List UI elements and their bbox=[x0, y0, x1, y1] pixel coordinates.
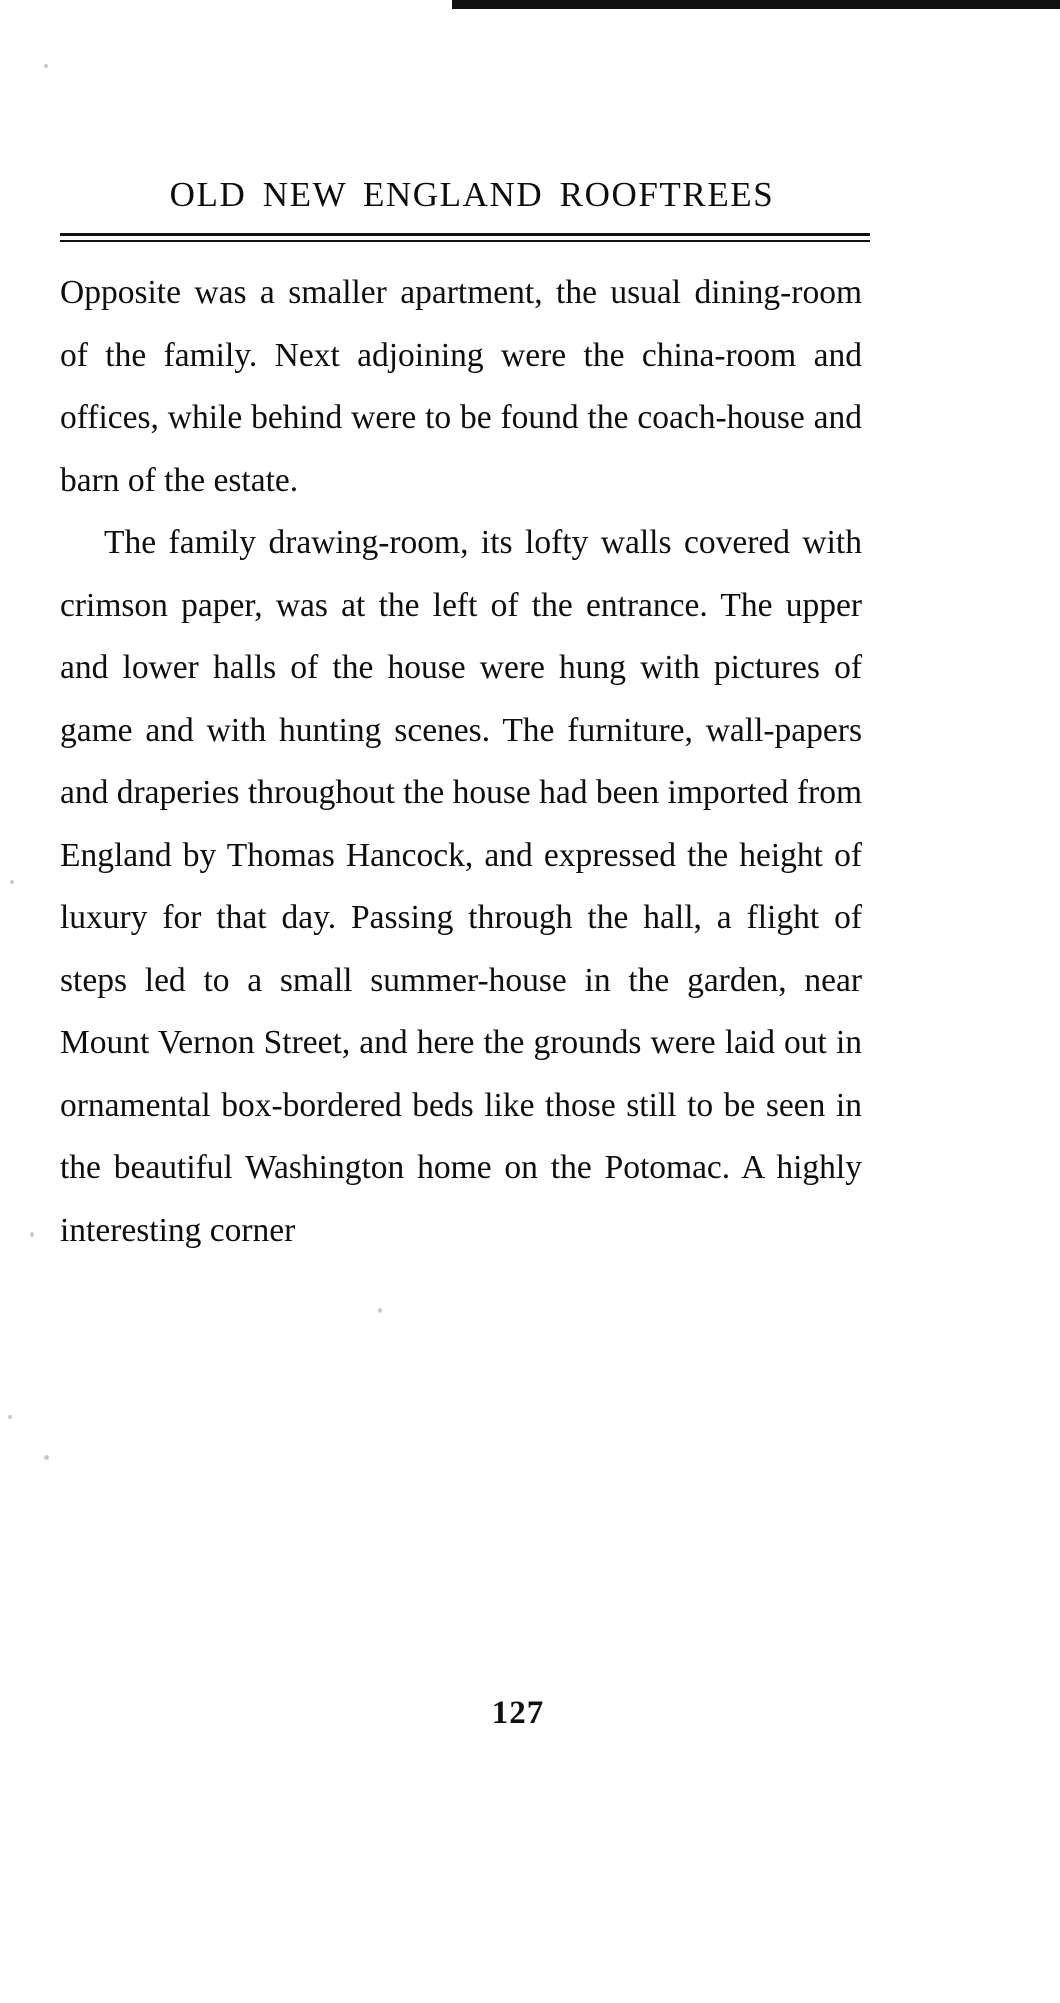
paragraph: The family drawing-room, its lofty walls covered with crimson paper, was at the left of the entrance. The upper and lower halls of the house were hung with pictures of game and with hunting scenes. The furniture, wall-papers and draperies throughout the house had been imported from England by Thomas Hancock, and expressed the height of luxury for that day. Passing through the hall, a flight of steps led to a small summer-house in the garden, near Mount Vernon Street, and here the grounds were laid out in ornamental box-bordered beds like those still to be seen in the beautiful Washington home on the Potomac. A highly interesting corner bbox=[60, 524, 862, 1249]
scan-speckle bbox=[30, 1232, 34, 1237]
header-rule-thick bbox=[60, 233, 870, 236]
scan-speckle bbox=[44, 1455, 49, 1460]
page-content bbox=[60, 175, 880, 1731]
header-rule-thin bbox=[60, 240, 870, 242]
body-text bbox=[60, 262, 862, 1262]
scan-speckle bbox=[44, 64, 48, 68]
scan-speckle bbox=[10, 880, 14, 884]
page-number: 127 bbox=[491, 1695, 545, 1731]
scan-speckle bbox=[8, 1415, 12, 1419]
running-head: OLD NEW ENGLAND ROOFTREES bbox=[169, 175, 775, 214]
scan-speckle bbox=[378, 1308, 382, 1313]
paragraph: Opposite was a smaller apartment, the usual dining-room of the family. Next adjoining were the china-room and offices, while behind were to be found the coach-house and barn of the estate. bbox=[60, 274, 862, 499]
header-rule bbox=[60, 233, 870, 242]
